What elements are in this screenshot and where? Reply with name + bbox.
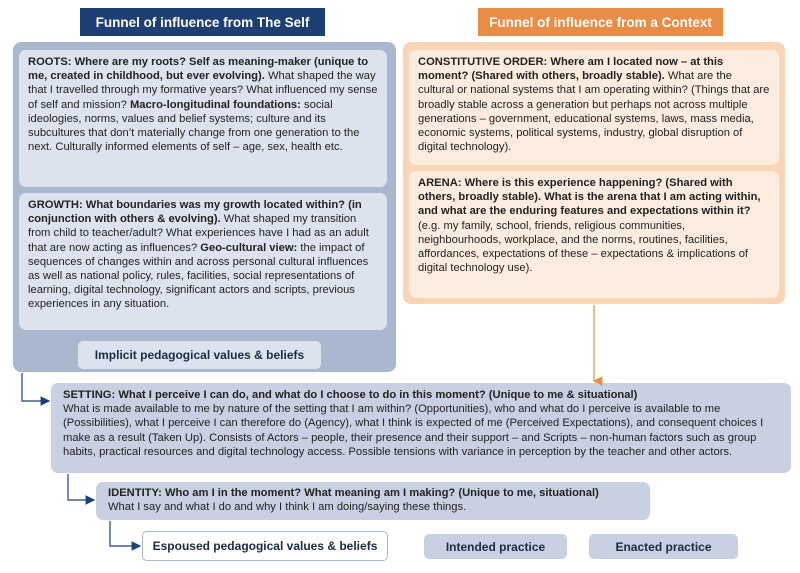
roots-text-2: social ideologies, norms, values and belief systems; culture and its subcultures that don’t materially change from one generation to the next. Culturally informed elements of self – age, sex, health etc. bbox=[28, 98, 360, 154]
growth-box bbox=[19, 193, 387, 330]
setting-text: What is made available to me by nature of the setting that I am within? (Opportunities), who and what do I perceive is available to me (Possibilities), what I perceive I can therefore do (Agency), what I think is expected of me (Perceived Expectations), and consequent choices I make as a result (Taken Up). Consists of Actors – people, their presence and their support – and Scripts – non-human factors such as group habits, practical resources and digital technology access. Possible tensions with variance in perception by the teacher and other actors. bbox=[63, 403, 764, 458]
arena-heading: ARENA: Where is this experience happening? (Shared with others, broadly stable). What is the arena that I am acting within, and what are the enduring features and expectations within it? bbox=[418, 177, 761, 218]
enacted-practice-label: Enacted practice bbox=[589, 534, 738, 559]
identity-box bbox=[96, 482, 650, 520]
growth-heading: GROWTH: What boundaries was my growth located within? (in conjunction with others & evolving). bbox=[28, 199, 362, 226]
growth-subheading: Geo-cultural view: bbox=[200, 241, 298, 254]
growth-text: What shaped my transition from child to teacher/adult? What experiences have I had as an adult that are now acting as influences? bbox=[28, 213, 369, 254]
identity-text: What I say and what I do and why I think I am doing/saying these things. bbox=[108, 501, 467, 514]
roots-heading: ROOTS: Where are my roots? Self as meaning-maker (unique to me, created in childhood, but ever evolving). bbox=[28, 56, 369, 83]
self-funnel-title: Funnel of influence from The Self bbox=[80, 8, 325, 36]
identity-heading: IDENTITY: Who am I in the moment? What meaning am I making? (Unique to me, situational) bbox=[108, 487, 599, 499]
constitutive-order-box bbox=[409, 50, 779, 165]
arrow-setting-to-identity bbox=[68, 474, 94, 500]
arena-text: (e.g. my family, school, friends, religious communities, neighbourhoods, workplace, and the norms, routines, facilities, affordances, expectations of these – expectations & implications of digital technology use). bbox=[418, 219, 749, 275]
setting-box bbox=[51, 383, 791, 473]
implicit-values-label: Implicit pedagogical values & beliefs bbox=[78, 341, 321, 369]
constitutive-text: What are the cultural or national systems that I am operating within? (Things that are broadly stable across a generation but perhaps not across multiple generations – government, educational systems, laws, mass media, economic systems, political systems, industry, global disruption of digital technology). bbox=[418, 70, 770, 154]
context-funnel-title: Funnel of influence from a Context bbox=[478, 8, 723, 36]
setting-heading: SETTING: What I perceive I can do, and what do I choose to do in this moment? (Unique to me & situational) bbox=[63, 389, 638, 401]
roots-text: What shaped the way that I travelled through my formative years? What influenced my sense of self and mission? bbox=[28, 70, 378, 111]
intended-practice-label: Intended practice bbox=[424, 534, 567, 559]
roots-box bbox=[19, 50, 387, 187]
arena-box bbox=[409, 171, 779, 298]
arrow-self-to-setting bbox=[22, 373, 49, 401]
arrow-identity-to-espoused bbox=[110, 521, 140, 546]
constitutive-heading: CONSTITUTIVE ORDER: Where am I located now – at this moment? (Shared with others, broadly stable). bbox=[418, 56, 724, 83]
growth-text-2: the impact of sequences of changes within and across personal cultural influences as well as national policy, rules, facilities, social representations of learning, digital technology, significant actors and scripts, previous experiences in any situation. bbox=[28, 241, 369, 311]
espoused-values-label: Espoused pedagogical values & beliefs bbox=[142, 531, 388, 561]
roots-subheading: Macro-longitudinal foundations: bbox=[129, 98, 301, 111]
